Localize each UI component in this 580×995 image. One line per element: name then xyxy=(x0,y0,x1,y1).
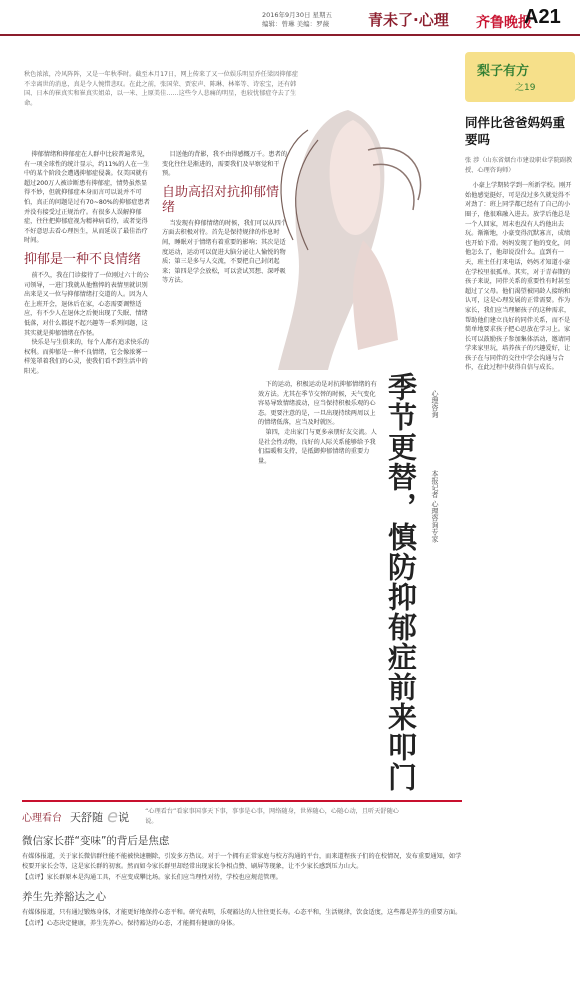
box-label: 心理看台 xyxy=(22,813,62,824)
item2-title: 养生先养豁达之心 xyxy=(22,890,106,903)
item2-comment: 【点评】心态决定健康，养生先养心。保持豁达的心态，才能拥有健康的身体。 xyxy=(22,920,239,928)
article-paragraph: 快乐是与生俱来的，每个人都有追求快乐的权利。而抑郁是一种不良情绪，它会像浓雾一样笼罩着我们的心灵，使我们看不到生活中的阳光。 xyxy=(24,339,149,375)
box-host2: 说 xyxy=(118,810,130,824)
section-title: 青未了·心理 xyxy=(368,11,449,29)
right-author: 张 涉（山东省烟台市建设职业学院副教授、心理咨询师） xyxy=(465,157,573,174)
right-body: 小豪上学期转学到一所新学校。刚开始他感觉挺好，可是没过多久就觉得不对劲了：班上同学都已经有了自己的小圈子，他很难融入进去。放学后他总是一个人回家，周末也没有人约他出去玩。渐渐地，小豪变得沉默寡言，成绩也开始下滑。妈妈发现了他的变化，问他怎么了，他却说没什么。直到有一天，班主任打来电话，妈妈才知道小豪在学校里很孤单。其实，对于青春期的孩子来说，同伴关系的重要性有时甚至超过了父母。他们渴望被同龄人接纳和认可，这是心理发展的正常需要。作为家长，我们应当理解孩子的这种需求，帮助他们建立良好的同伴关系，而不是简单地要求孩子把心思放在学习上。家长可以鼓励孩子参加集体活动，邀请同学来家里玩，培养孩子的兴趣爱好，让孩子在与同伴的交往中学会沟通与合作，在此过程中获得自信与成长。 xyxy=(465,182,572,372)
article-paragraph: 前不久，我在门诊接待了一位刚过六十的公司领导，一进门我就从他憔悴的表情里就识别出来是又一位与抑郁情绪打交道的人。因为人在上班开会，退休后在家，心态需要调整适应，有不少人在退休之后便出现了失眠、情绪低落，对什么都提不起兴趣等一系列问题，这其实就是抑郁情绪在作怪。 xyxy=(24,271,149,337)
e-icon: e xyxy=(107,806,119,827)
item1-title: 微信家长群“变味”的背后是焦虑 xyxy=(22,835,170,847)
article-column-3 xyxy=(258,380,378,466)
right-headline: 同伴比爸爸妈妈重要吗 xyxy=(465,115,566,147)
article-paragraph: 抑郁情绪和抑郁症在人群中比较普遍常见，有一项全球性的统计显示，约11%的人在一生中的某个阶段会遭遇抑郁症侵袭。仅美国就有超过200万人被诊断患有抑郁症，情势虽然显得不妙，但就抑郁症本身而言可以说并不可怕，真正的问题是过有70~80%的抑郁症患者并没有接受过正规治疗。有很多人误解抑郁症，往往把抑郁症视为精神病看待，或者觉得不好意思去看心理医生，从而延误了最佳治疗时间。 xyxy=(24,151,150,245)
box-host: 天舒随 xyxy=(70,810,103,824)
item1-comment: 【点评】家长群原本是沟通工具，不应变成攀比场。家长们应当理性对待，学校也应规范管理。 xyxy=(22,874,282,882)
byline: 本报记者 心理咨询专家 xyxy=(431,470,439,543)
date-line: 2016年9月30日 星期五 编辑：曾琳 美编：罗薇 xyxy=(262,11,333,28)
feature-tag: 心理咨询 xyxy=(431,390,439,418)
article-paragraph: 下的运动，积极运动是对抗抑郁情绪的有效方法。尤其在季节交替的时候，天气变化容易导致情绪波动，应当保持积极乐观的心态。更要注意的是，一旦出现持续两周以上的情绪低落，应当及时就医。 xyxy=(258,381,377,427)
badge-issue: 之19 xyxy=(515,83,536,93)
column-badge xyxy=(465,52,575,102)
subheading: 自助高招对抗抑郁情绪 xyxy=(162,184,280,215)
right-column xyxy=(465,52,575,373)
feature-title: 季节更替，慎防抑郁症前来叩门 xyxy=(384,372,418,792)
intro-paragraph: 秋色浓浓，冷风阵阵，又是一年秋季时。截至本月17日，网上传来了又一位娱乐明星乔任梁因抑郁症不幸离世的消息，真是令人惋惜悲叹。在此之前，张国荣、贾宏声、陈琳、林峯等、诗宏宝，还有韩国、日本的崔真实和崔真实姐弟，以一米、上原美佳……这些令人悲痛的明星，也较忧郁症夺去了生命。 xyxy=(24,71,298,107)
subheading: 抑郁是一种不良情绪 xyxy=(24,251,142,267)
item2-body: 有媒体报道，只有通过锻炼身体，才能更好地保持心态平和。研究表明，乐观豁达的人往往更长寿。心态平和，生活规律，饮食适度，这些都是养生的重要方面。 xyxy=(22,908,462,916)
brand-logo: 齐鲁晚报 xyxy=(476,15,532,31)
article-paragraph: 当发现有抑郁情绪的时候，我们可以从四个方面去积极对待。首先是保持规律的作息时间，睡眠对于情绪有着重要的影响；其次是适度运动，运动可以促进大脑分泌让人愉悦的物质；第三是多与人交流，不要把自己封闭起来；第四是学会放松，可以尝试冥想、深呼吸等方法。 xyxy=(162,219,287,285)
box-quote: “心理看台”看家事国事天下事，事事是心事，网络随身，世界随心，心随心动，且听天舒随心说。 xyxy=(145,807,399,825)
item1-body: 有媒体报道，关于家长微信群往能不能被快速删除，引发多方热议。对于一个拥有正常家庭与校方沟通的平台，而来道程孩子们的在校情况，发布重要通知，如学校要开家长会等，这是家长群的初衷。然而如今家长群里却经常出现家长争相点赞、刷屏等现象，让不少家长感到压力山大。 xyxy=(22,853,462,870)
article-paragraph: 目送他的背影，我不由得感慨万千。患者的变化往往是渐进的，需要我们及早察觉和干预。 xyxy=(162,151,287,178)
badge-text: 梨子有方 xyxy=(477,64,530,79)
header-rule xyxy=(0,34,580,36)
article-paragraph: 第四，走出家门与更多亲朋好友交流。人是社会性动物，良好的人际关系能够给予我们温暖和支持，是抵御抑郁情绪的重要力量。 xyxy=(258,428,377,465)
psych-box xyxy=(22,800,462,992)
illustration-girl xyxy=(268,90,436,380)
article-column-1 xyxy=(24,150,152,376)
page-number: A21 xyxy=(524,6,561,28)
